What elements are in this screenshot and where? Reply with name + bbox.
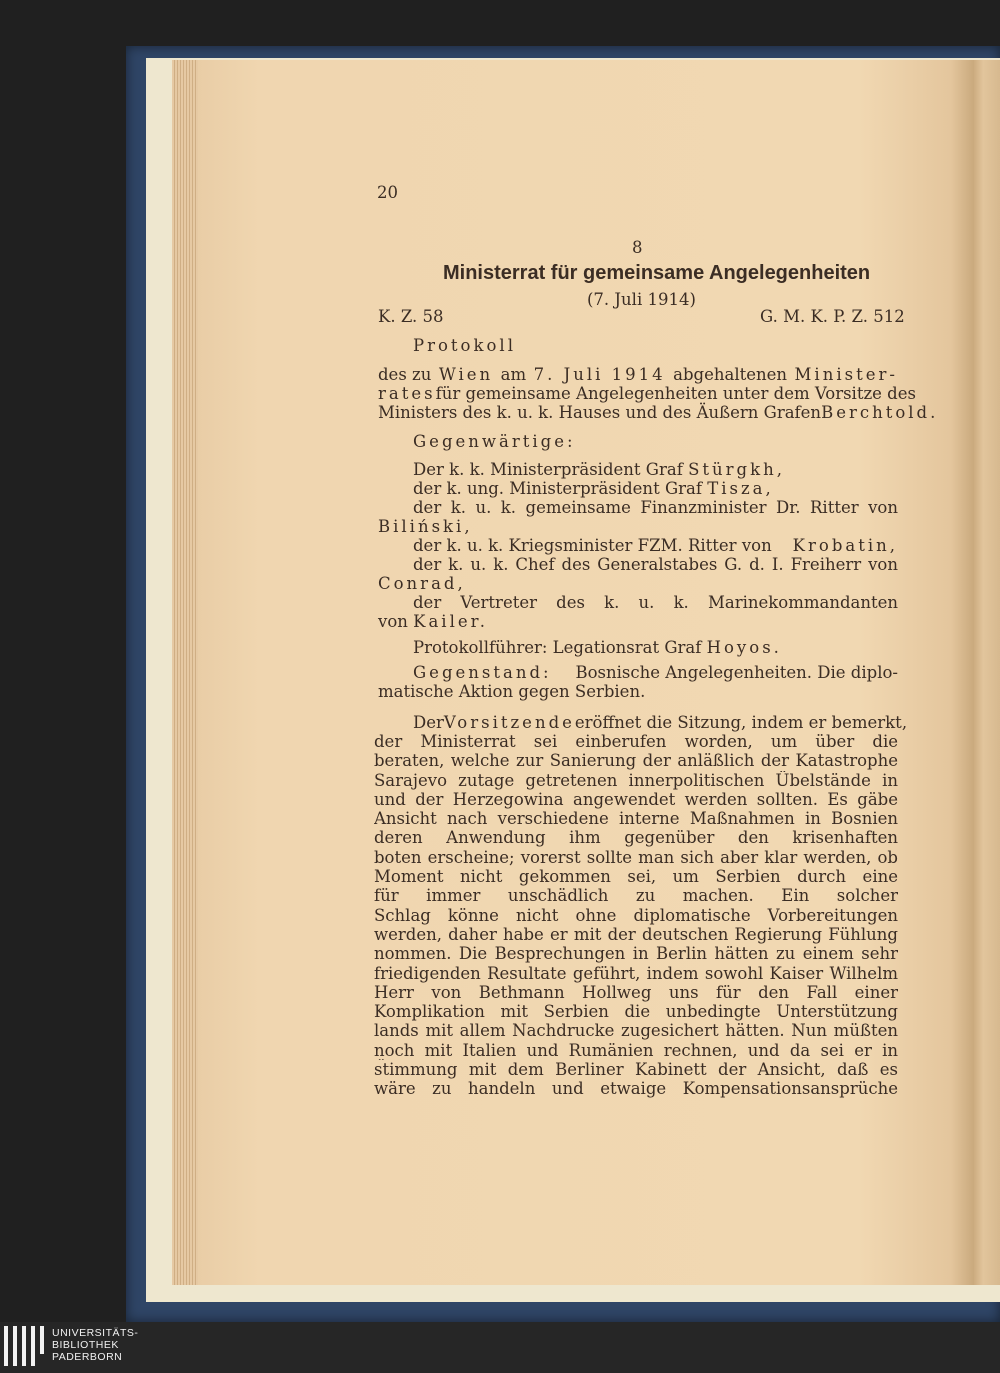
logo-line-1: UNIVERSITÄTS- — [52, 1327, 139, 1339]
book-gutter — [972, 60, 1000, 1285]
body-paragraph — [374, 732, 898, 1099]
library-logo-text — [52, 1327, 138, 1363]
intro-3a: Ministers des k. u. k. Hauses und des Äußern Grafen — [378, 403, 822, 422]
present-1-text: Der k. k. Ministerpräsident Graf — [413, 460, 683, 479]
present-5-cont: Conrad, — [378, 574, 466, 593]
body-line: nommen. Die Besprechungen in Berlin hätten zu einem sehr — [374, 944, 898, 964]
body-line: Schlag könne nicht ohne diplomatische Vorbereitungen — [374, 905, 898, 925]
present-3-cont: Biliński, — [378, 517, 473, 536]
present-1 — [413, 460, 785, 479]
intro-line-1 — [378, 365, 898, 384]
intro-1a: des zu — [378, 365, 432, 384]
body-line: beraten, welche zur Sanierung der anläßlich der Katastrophe — [374, 751, 898, 771]
page-edges — [172, 60, 200, 1285]
present-6: der Vertreter des k. u. k. Marinekommandanten — [413, 593, 898, 612]
present-4-name: Krobatin, — [792, 536, 898, 555]
present-5: der k. u. k. Chef des Generalstabes G. d. I. Freiherr von — [413, 555, 898, 574]
recorder-text: Protokollführer: Legationsrat Graf — [413, 638, 702, 657]
body-line: Herr von Bethmann Hollweg uns für den Fall einer — [374, 982, 898, 1002]
body-first-a: Der — [413, 713, 444, 732]
body-line: für immer unschädlich zu machen. Ein solcher — [374, 886, 898, 906]
document-title: Ministerrat für gemeinsame Angelegenheiten — [443, 262, 871, 284]
present-heading: Gegenwärtige: — [413, 432, 576, 451]
footer-bar — [0, 1322, 1000, 1373]
reference-right: G. M. K. P. Z. 512 — [760, 307, 905, 326]
subject-line-2: matische Aktion gegen Serbien. — [378, 682, 646, 701]
present-2-name: Tisza, — [707, 479, 774, 498]
present-6-cont-name: Kailer. — [413, 612, 488, 631]
body-first-speaker: Vorsitzende — [443, 713, 575, 732]
intro-1d: 7. Juli 1914 — [533, 365, 666, 384]
intro-1b: Wien — [438, 365, 494, 384]
body-line: deren Anwendung ihm gegenüber den krisenhaften — [374, 828, 898, 848]
body-first-c: eröffnet die Sitzung, indem er bemerkt, — [574, 713, 908, 732]
body-line: Moment nicht gekommen sei, um Serbien durch eine — [374, 867, 898, 887]
body-line: lands mit allem Nachdrucke zugesichert hätten. Nun müßten — [374, 1021, 898, 1041]
body-line: Komplikation mit Serbien die unbedingte Unterstützung — [374, 1002, 898, 1022]
body-line: wäre zu handeln und etwaige Kompensationsansprüche — [374, 1079, 898, 1099]
body-line: Ansicht nach verschiedene interne Maßnahmen in Bosnien — [374, 809, 898, 829]
logo-line-2: BIBLIOTHEK — [52, 1339, 119, 1351]
subject-line-1 — [413, 663, 898, 682]
intro-1c: am — [500, 365, 527, 384]
intro-line-3 — [378, 403, 939, 422]
present-3: der k. u. k. gemeinsame Finanzminister Dr. Ritter von — [413, 498, 898, 517]
body-line: und der Herzegowina angewendet werden sollten. Es gäbe — [374, 789, 898, 809]
body-line: der Ministerrat sei einberufen worden, um über die — [374, 732, 898, 751]
document-date: (7. Juli 1914) — [587, 290, 696, 309]
document-number: 8 — [632, 238, 643, 257]
logo-line-3: PADERBORN — [52, 1351, 123, 1363]
body-line: werden, daher habe er mit der deutschen Regierung Fühlung — [374, 924, 898, 944]
present-4-text: der k. u. k. Kriegsminister FZM. Ritter von — [413, 536, 772, 555]
intro-3b: Berchtold. — [821, 403, 939, 422]
present-1-name: Stürgkh, — [688, 460, 785, 479]
present-2 — [413, 479, 774, 498]
present-6-cont — [378, 612, 488, 631]
body-line: Sarajevo zutage getretenen innerpolitischen Übelstände in — [374, 770, 898, 790]
body-line: boten erscheine; vorerst sollte man sich aber klar werden, ob — [374, 847, 898, 867]
body-line: noch mit Italien und Rumänien rechnen, und da sei er in — [374, 1040, 898, 1060]
intro-1f: Minister- — [794, 365, 898, 384]
reference-left: K. Z. 58 — [378, 307, 444, 326]
library-logo-icon — [4, 1326, 49, 1370]
page-number: 20 — [377, 183, 398, 202]
present-6-cont-text: von — [378, 612, 408, 631]
body-line-first — [413, 713, 908, 732]
subject-text: Bosnische Angelegenheiten. Die diplo- — [575, 663, 898, 682]
body-line: stimmung mit dem Berliner Kabinett der Ansicht, daß es — [374, 1060, 898, 1080]
present-4 — [413, 536, 898, 555]
intro-2a: rates — [378, 384, 436, 403]
body-line: friedigenden Resultate geführt, indem sowohl Kaiser Wilhelm — [374, 963, 898, 983]
recorder-name: Hoyos. — [706, 638, 782, 657]
protokoll-heading: Protokoll — [413, 336, 516, 355]
intro-line-2 — [378, 384, 916, 403]
intro-2b: für gemeinsame Angelegenheiten unter dem Vorsitze des — [435, 384, 916, 403]
intro-1e: abgehaltenen — [673, 365, 788, 384]
subject-label: Gegenstand: — [413, 663, 552, 682]
present-2-text: der k. ung. Ministerpräsident Graf — [413, 479, 702, 498]
recorder-line — [413, 638, 782, 657]
